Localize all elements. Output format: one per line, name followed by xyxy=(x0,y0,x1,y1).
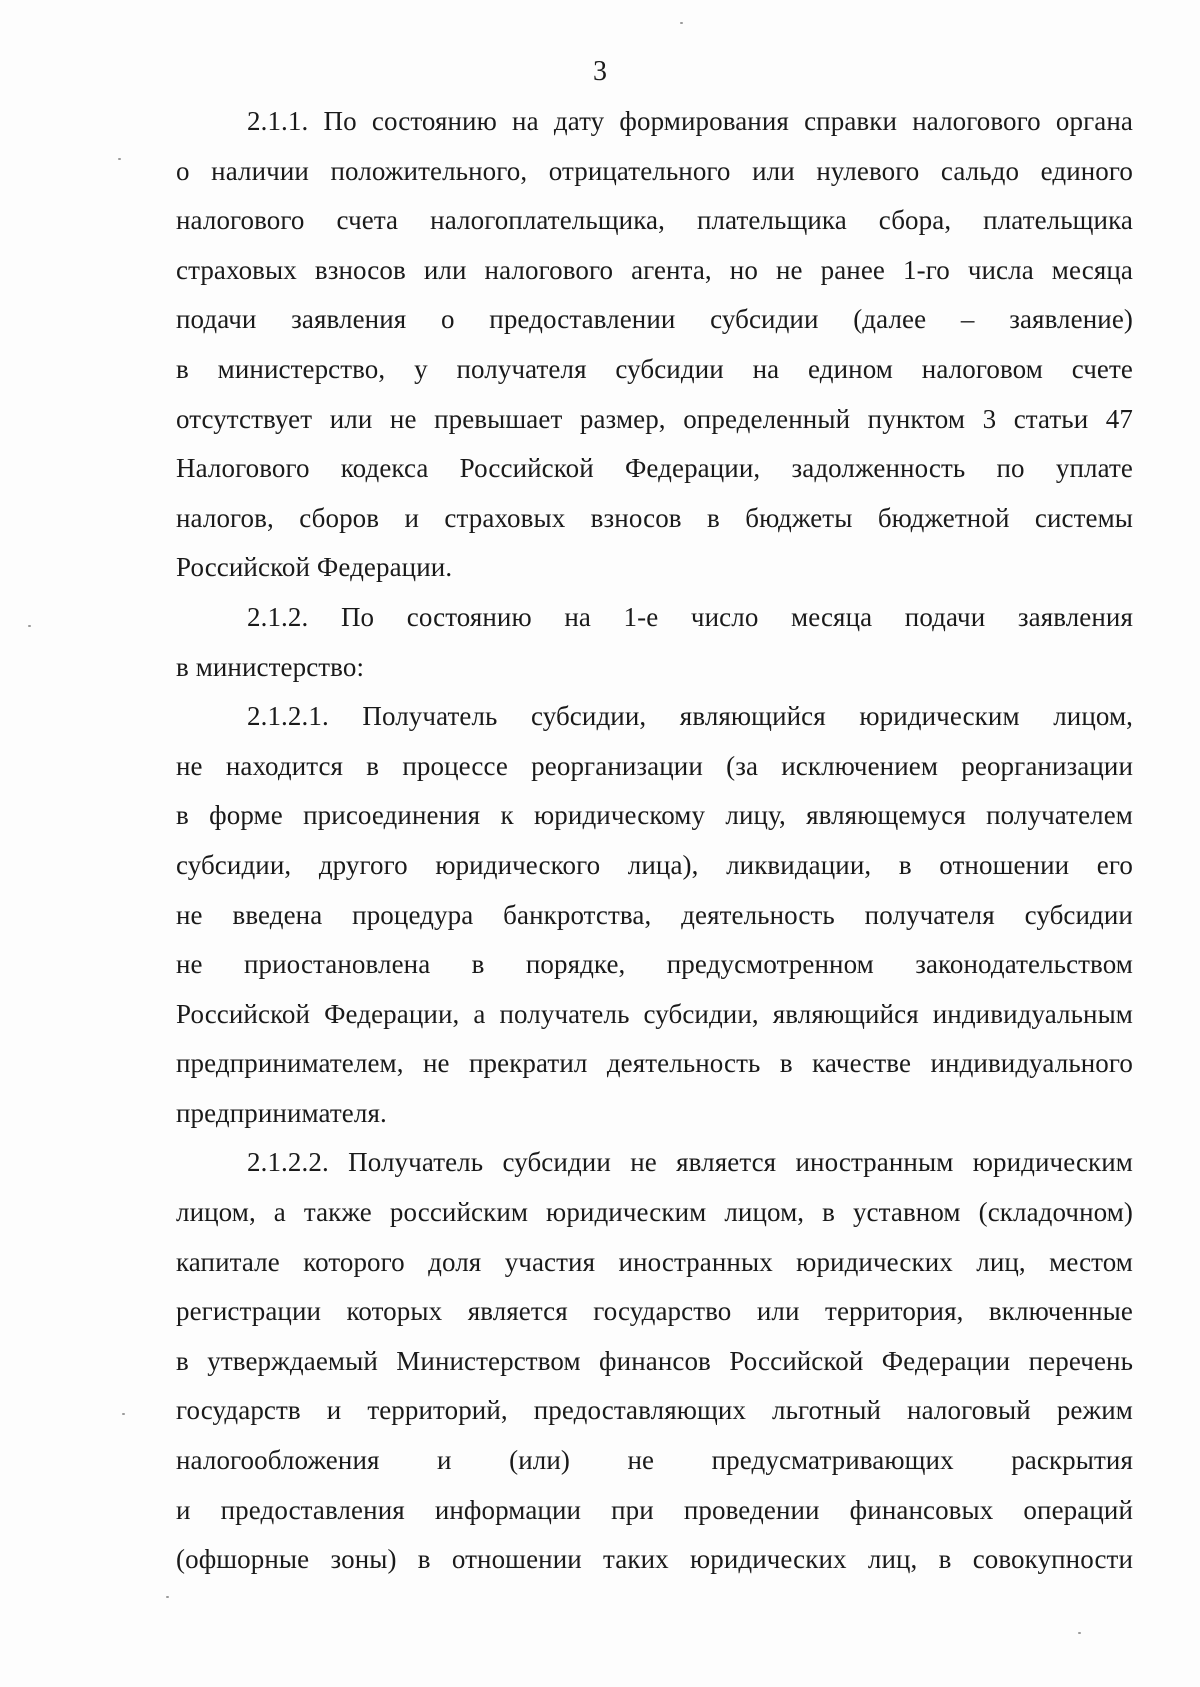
text-line: 2.1.2. По состоянию на 1-е число месяца подачи заявления xyxy=(247,601,1133,632)
text-line: не введена процедура банкротства, деятельность получателя субсидии xyxy=(176,899,1133,930)
text-line: 2.1.2.2. Получатель субсидии не является иностранным юридическим xyxy=(247,1147,1133,1178)
text-line: капитале которого доля участия иностранных юридических лиц, местом xyxy=(176,1246,1133,1277)
text-line: отсутствует или не превышает размер, определенный пунктом 3 статьи 47 xyxy=(176,403,1133,434)
text-line: Российской Федерации, а получатель субсидии, являющийся индивидуальным xyxy=(176,998,1133,1029)
text-line: 2.1.1. По состоянию на дату формирования справки налогового органа xyxy=(247,106,1133,136)
text-line: 2.1.2.1. Получатель субсидии, являющийся юридическим лицом, xyxy=(247,701,1133,732)
scan-speck xyxy=(28,625,31,627)
text-line: Российской Федерации. xyxy=(176,552,453,583)
text-line: страховых взносов или налогового агента, но не ранее 1-го числа месяца xyxy=(176,254,1133,285)
text-line: субсидии, другого юридического лица), ликвидации, в отношении его xyxy=(176,849,1133,880)
text-line: подачи заявления о предоставлении субсидии (далее – заявление) xyxy=(176,304,1133,335)
text-line: в министерство, у получателя субсидии на едином налоговом счете xyxy=(176,353,1133,384)
scan-speck xyxy=(1078,1632,1081,1634)
text-line: в форме присоединения к юридическому лицу, являющемуся получателем xyxy=(176,800,1133,831)
text-line: не находится в процессе реорганизации (за исключением реорганизации xyxy=(176,750,1133,781)
text-line: государств и территорий, предоставляющих льготный налоговый режим xyxy=(176,1395,1133,1426)
text-line: регистрации которых является государство или территория, включенные xyxy=(176,1296,1133,1327)
scan-speck xyxy=(680,22,683,24)
text-line: Налогового кодекса Российской Федерации, задолженность по уплате xyxy=(176,453,1133,484)
text-line: предпринимателя. xyxy=(176,1097,387,1128)
text-line: лицом, а также российским юридическим лицом, в уставном (складочном) xyxy=(176,1197,1133,1228)
document-body xyxy=(176,97,1133,1585)
scan-speck xyxy=(166,1596,169,1598)
text-line: не приостановлена в порядке, предусмотренном законодательством xyxy=(176,949,1133,980)
text-line: налогообложения и (или) не предусматривающих раскрытия xyxy=(176,1445,1133,1476)
scan-speck xyxy=(118,158,121,160)
text-line: о наличии положительного, отрицательного или нулевого сальдо единого xyxy=(176,155,1133,186)
text-line: предпринимателем, не прекратил деятельность в качестве индивидуального xyxy=(176,1048,1133,1079)
text-line: налогов, сборов и страховых взносов в бюджеты бюджетной системы xyxy=(176,502,1133,533)
text-line: в министерство: xyxy=(176,651,365,682)
text-line: и предоставления информации при проведении финансовых операций xyxy=(176,1494,1133,1525)
text-line: в утверждаемый Министерством финансов Российской Федерации перечень xyxy=(176,1345,1133,1376)
text-line: налогового счета налогоплательщика, плательщика сбора, плательщика xyxy=(176,205,1133,236)
text-line: (офшорные зоны) в отношении таких юридических лиц, в совокупности xyxy=(176,1544,1133,1575)
scan-speck xyxy=(122,1413,125,1415)
page-number: 3 xyxy=(593,56,607,87)
